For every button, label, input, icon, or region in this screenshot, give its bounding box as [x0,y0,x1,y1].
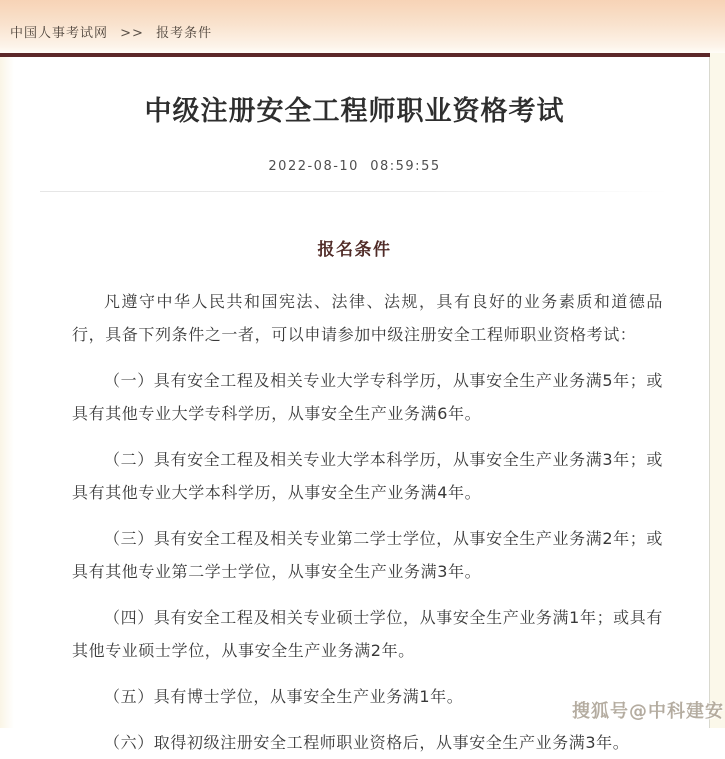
publish-date: 2022-08-10 08:59:55 [268,159,441,174]
article-body [0,260,709,759]
article-card [0,53,709,752]
breadcrumb [10,22,212,41]
breadcrumb-current: 报考条件 [156,26,213,41]
breadcrumb-separator: >> [120,26,144,41]
condition-item: （三）具有安全工程及相关专业第二学士学位，从事安全生产业务满2年；或具有其他专业第二学士学位，从事安全生产业务满3年。 [72,529,664,581]
breadcrumb-site-link[interactable]: 中国人事考试网 [10,26,109,41]
title-divider [40,191,669,192]
section-heading: 报名条件 [317,240,392,260]
condition-item: （五）具有博士学位，从事安全生产业务满1年。 [104,687,464,706]
page-right-margin [709,53,725,728]
page-title: 中级注册安全工程师职业资格考试 [144,96,565,127]
header-rule-divider [0,53,710,57]
breadcrumb-bar [0,0,725,53]
intro-paragraph: 凡遵守中华人民共和国宪法、法律、法规，具有良好的业务素质和道德品行，具备下列条件之一者，可以申请参加中级注册安全工程师职业资格考试： [72,292,664,344]
condition-item: （六）取得初级注册安全工程师职业资格后，从事安全生产业务满3年。 [104,733,630,752]
condition-item: （二）具有安全工程及相关专业大学本科学历，从事安全生产业务满3年；或具有其他专业大学本科学历，从事安全生产业务满4年。 [72,450,664,502]
content-row [0,53,725,752]
condition-item: （一）具有安全工程及相关专业大学专科学历，从事安全生产业务满5年；或具有其他专业大学专科学历，从事安全生产业务满6年。 [72,371,664,423]
condition-item: （四）具有安全工程及相关专业硕士学位，从事安全生产业务满1年；或具有其他专业硕士学位，从事安全生产业务满2年。 [72,608,664,660]
sohu-watermark: 搜狐号@中科建安 [572,701,724,722]
